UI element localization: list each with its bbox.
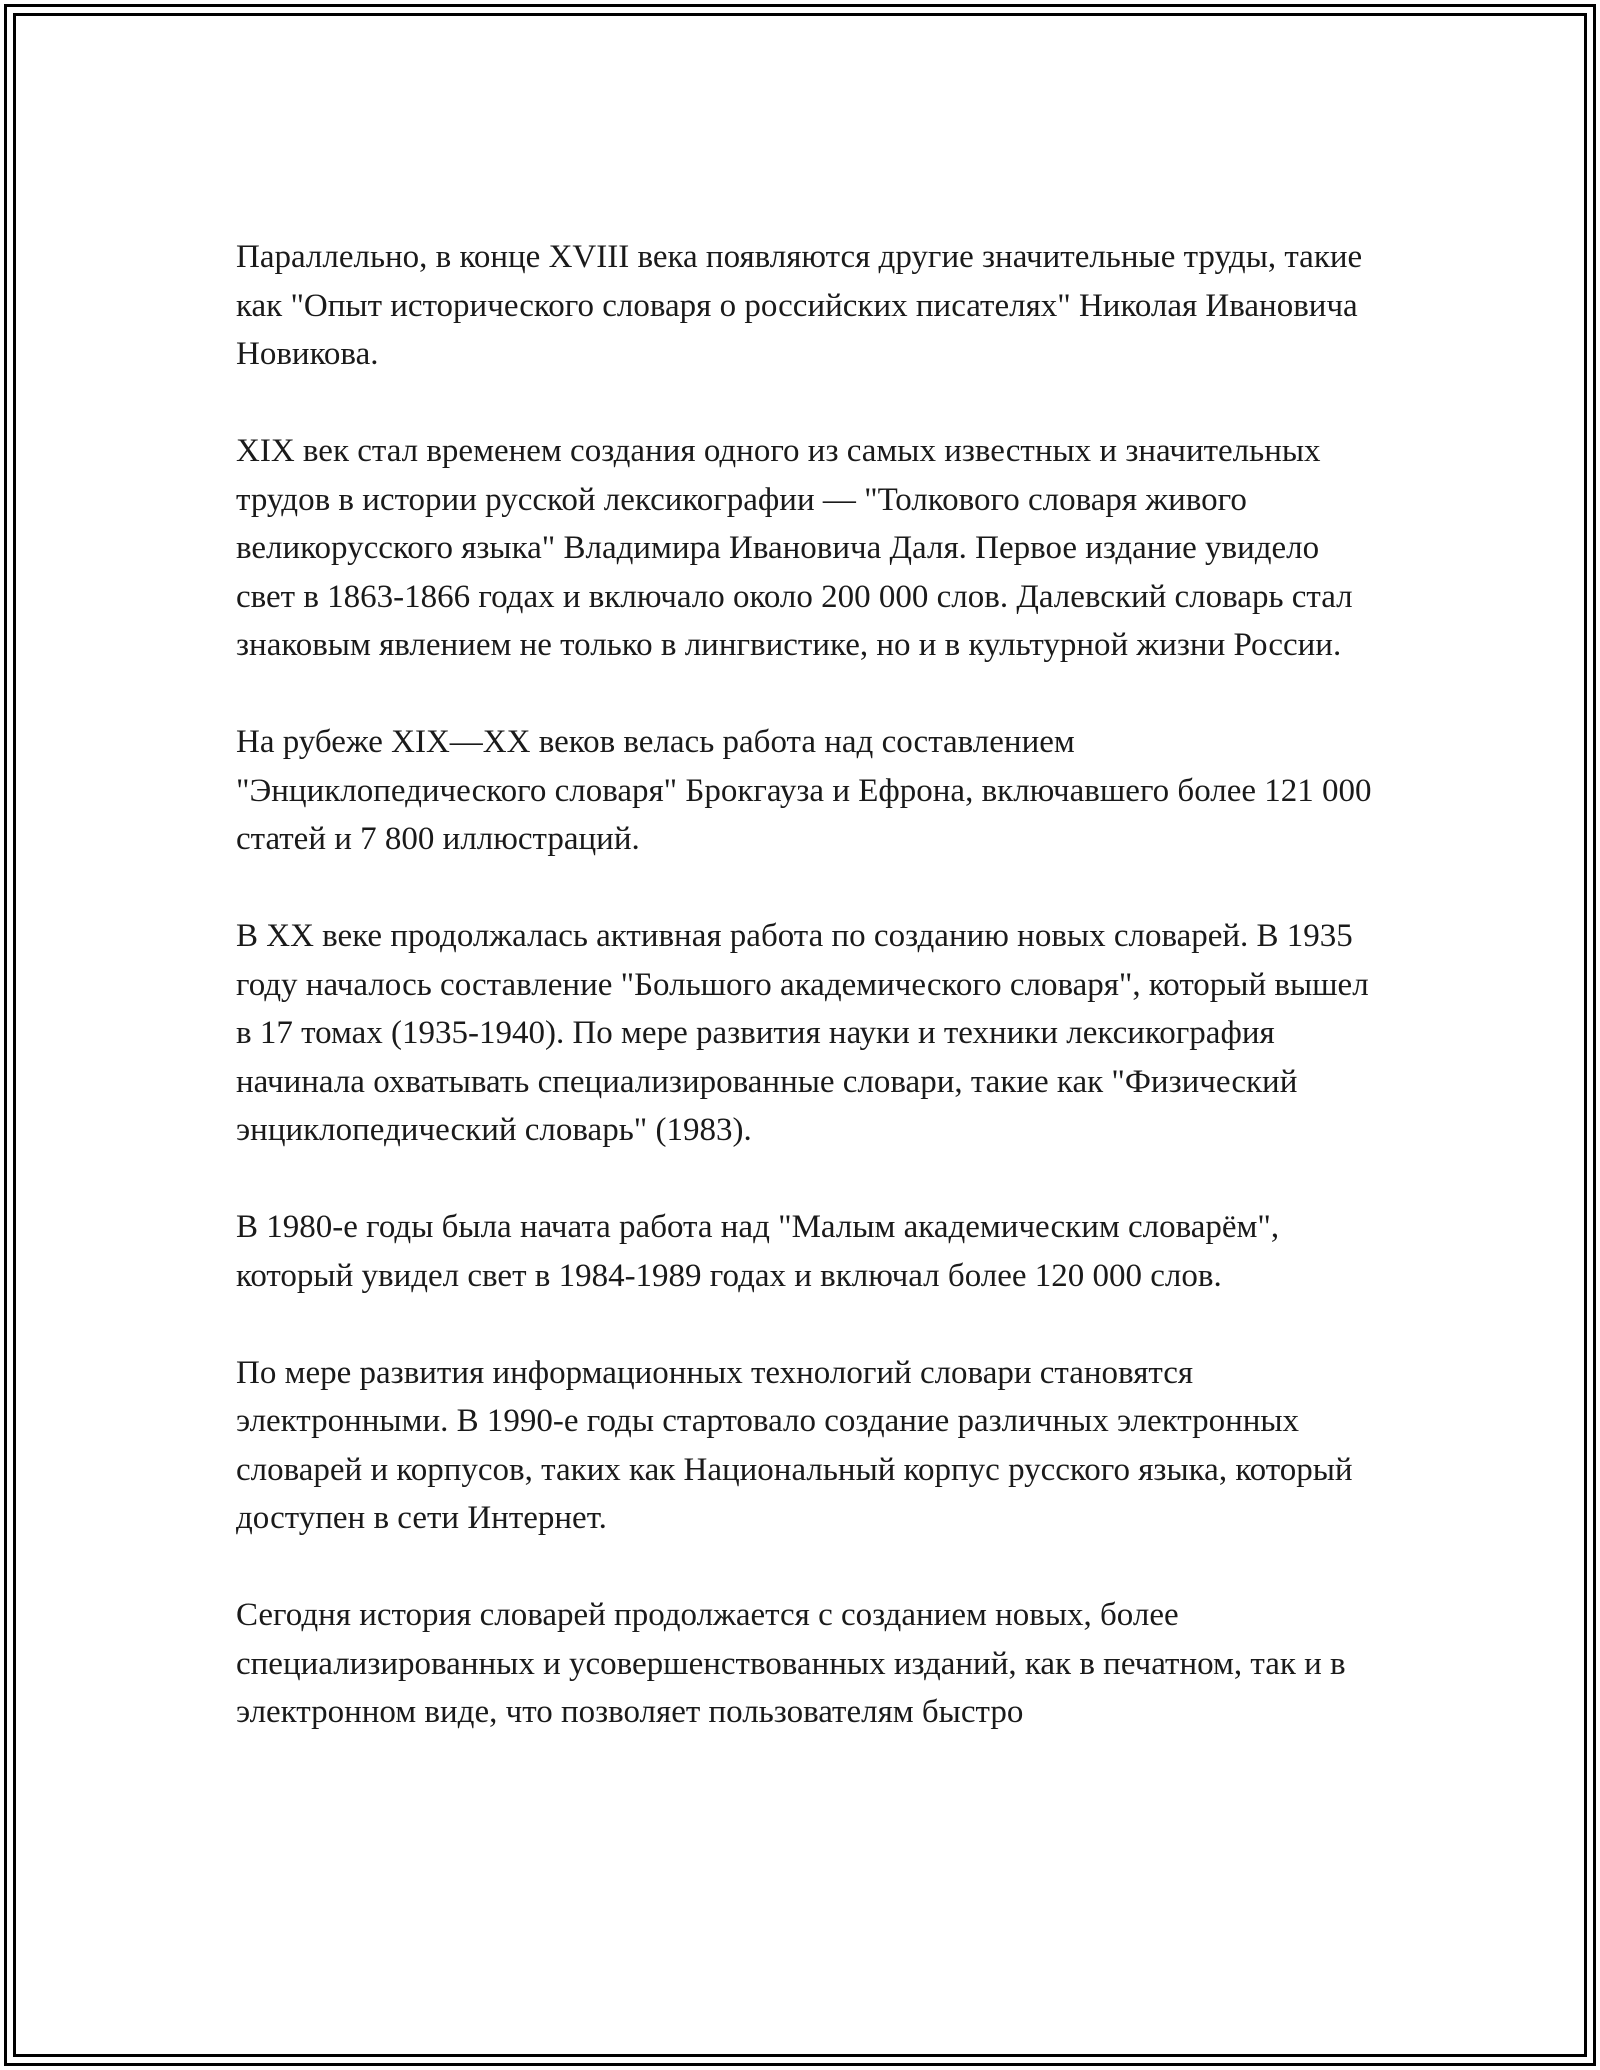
paragraph: Параллельно, в конце XVIII века появляются другие значительные труды, такие как "Опыт исторического словаря о российских писателях" Николая Ивановича Новикова. xyxy=(236,239,1363,372)
paragraph: На рубеже XIX—XX веков велась работа над составлением "Энциклопедического словаря" Брокгауза и Ефрона, включавшего более 121 000 статей и 7 800 иллюстраций. xyxy=(236,724,1372,857)
paragraph: XIX век стал временем создания одного из самых известных и значительных трудов в истории русской лексикографии — "Толкового словаря живого великорусского языка" Владимира Ивановича Даля. Первое издание увидело свет в 1863-1866 годах и включало около 200 000 слов. Далевский словарь стал знаковым явлением не только в лингвистике, но и в культурной жизни России. xyxy=(236,433,1353,663)
document-body xyxy=(236,233,1376,1785)
paragraph: В XX веке продолжалась активная работа по созданию новых словарей. В 1935 году началось составление "Большого академического словаря", который вышел в 17 томах (1935-1940). По мере развития науки и техники лексикография начинала охватывать специализированные словари, такие как "Физический энциклопедический словарь" (1983). xyxy=(236,918,1369,1148)
paragraph: В 1980-е годы была начата работа над "Малым академическим словарём", который увидел свет в 1984-1989 годах и включал более 120 000 слов. xyxy=(236,1209,1280,1294)
paragraph: Сегодня история словарей продолжается с созданием новых, более специализированных и усовершенствованных изданий, как в печатном, так и в электронном виде, что позволяет пользователям быстро xyxy=(236,1597,1346,1730)
paragraph: По мере развития информационных технологий словари становятся электронными. В 1990-е годы стартовало создание различных электронных словарей и корпусов, таких как Национальный корпус русского языка, который доступен в сети Интернет. xyxy=(236,1354,1353,1536)
